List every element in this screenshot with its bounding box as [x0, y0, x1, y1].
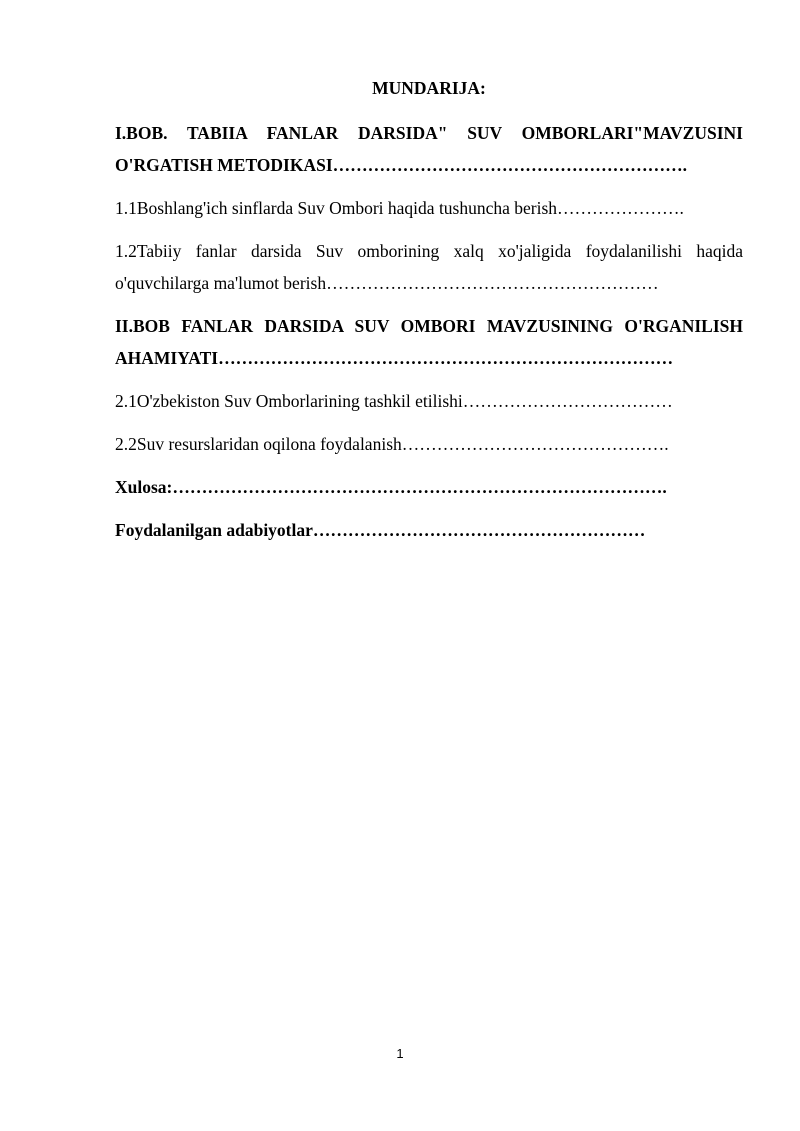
toc-entry-chapter-1: I.BOB. TABIIA FANLAR DARSIDA" SUV OMBORLARI"MAVZUSINI O'RGATISH METODIKASI……………………………………………………. — [115, 123, 743, 175]
toc-title: MUNDARIJA: — [372, 78, 486, 98]
toc-entry-section-2-1: 2.1O'zbekiston Suv Omborlarining tashkil etilishi……………………………… — [115, 391, 673, 411]
page-number: 1 — [396, 1046, 404, 1061]
toc-entry-references: Foydalanilgan adabiyotlar………………………………………………… — [115, 520, 646, 540]
table-of-contents — [115, 75, 743, 557]
toc-entry-conclusion: Xulosa:…………………………………………………………………………. — [115, 477, 667, 497]
toc-entry-section-1-1: 1.1Boshlang'ich sinflarda Suv Ombori haqida tushuncha berish…………………. — [115, 198, 684, 218]
toc-entry-chapter-2: II.BOB FANLAR DARSIDA SUV OMBORI MAVZUSINING O'RGANILISH AHAMIYATI…………………………………………………………………… — [115, 316, 743, 368]
toc-entry-section-2-2: 2.2Suv resurslaridan oqilona foydalanish………………………………………. — [115, 434, 669, 454]
toc-entry-section-1-2: 1.2Tabiiy fanlar darsida Suv omborining xalq xo'jaligida foydalanilishi haqida o'quvchilarga ma'lumot berish………………………………………………… — [115, 241, 743, 293]
